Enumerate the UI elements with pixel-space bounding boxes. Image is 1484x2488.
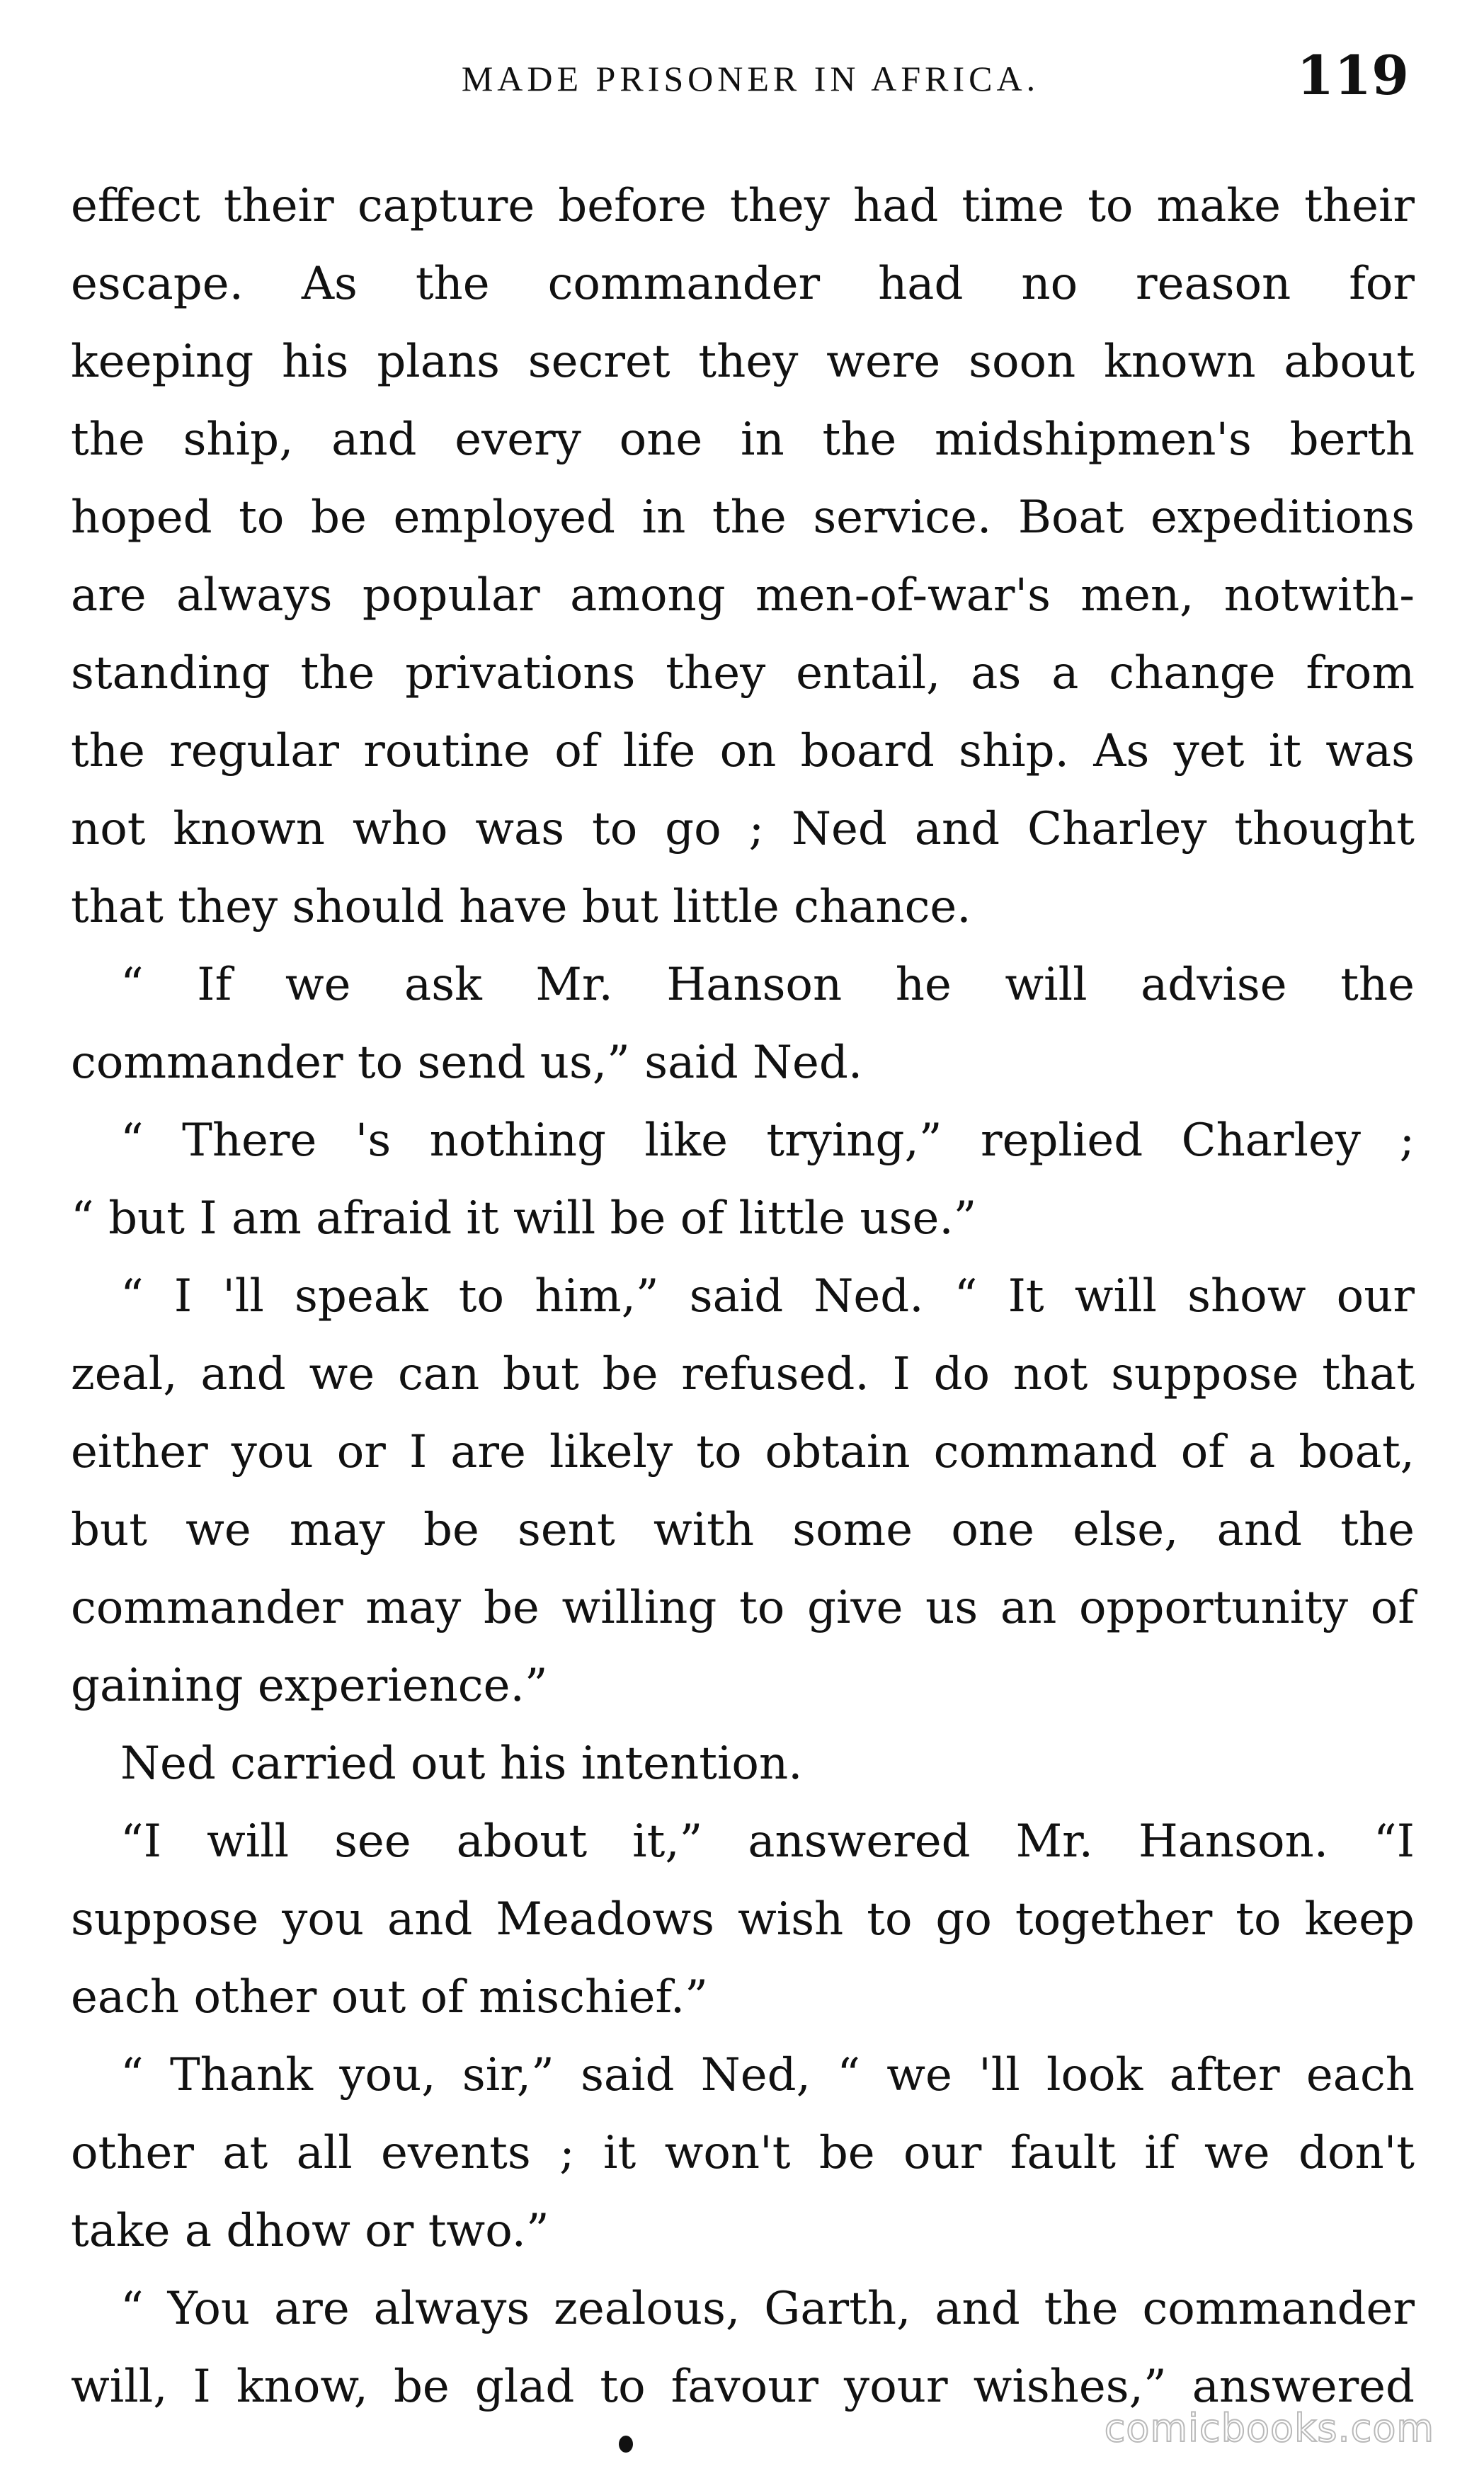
text-line: “ I 'll speak to him,” said Ned. “ It will show our [120,1270,1415,1323]
text-line: but we may be sent with some one else, and the [71,1504,1415,1556]
text-line: suppose you and Meadows wish to go together to keep [71,1893,1415,1946]
printer-dot-mark [619,2436,633,2453]
text-line: hoped to be employed in the service. Boat expeditions [71,491,1415,544]
text-line: zeal, and we can but be refused. I do not suppose that [71,1348,1415,1400]
text-line: standing the privations they entail, as a change from [71,647,1415,700]
text-line: either you or I are likely to obtain command of a boat, [71,1426,1415,1478]
running-title: MADE PRISONER IN AFRICA. [461,59,1040,98]
text-line: that they should have but little chance. [71,881,971,933]
text-line: are always popular among men-of-war's men, notwith- [71,569,1415,622]
text-line: gaining experience.” [71,1660,548,1712]
text-line: Ned carried out his intention. [120,1737,803,1790]
text-line: keeping his plans secret they were soon known about [71,336,1415,388]
text-line: each other out of mischief.” [71,1971,708,2024]
text-line: escape. As the commander had no reason for [71,258,1415,310]
body-text [71,167,1415,2426]
text-line: the regular routine of life on board ship. As yet it was [71,725,1415,777]
text-line: other at all events ; it won't be our fault if we don't [71,2127,1415,2179]
page-number: 119 [1296,44,1409,107]
text-line: “ Thank you, sir,” said Ned, “ we 'll look after each [120,2049,1415,2101]
text-line: “I will see about it,” answered Mr. Hanson. “I [120,1815,1415,1868]
text-line: commander may be willing to give us an opportunity of [71,1582,1415,1634]
text-line: effect their capture before they had time to make their [71,180,1415,232]
text-line: the ship, and every one in the midshipmen's berth [71,413,1415,466]
watermark-logo: comicbooks.com [1104,2406,1434,2450]
text-line: commander to send us,” said Ned. [71,1037,863,1089]
text-line: “ If we ask Mr. Hanson he will advise the [120,959,1415,1011]
text-line: “ There 's nothing like trying,” replied Charley ; [120,1114,1415,1167]
text-line: not known who was to go ; Ned and Charley thought [71,803,1415,855]
text-line: take a dhow or two.” [71,2205,549,2257]
text-line: “ You are always zealous, Garth, and the commander [120,2283,1415,2335]
text-line: “ but I am afraid it will be of little use.” [71,1192,977,1245]
text-line: will, I know, be glad to favour your wishes,” answered [71,2361,1415,2413]
